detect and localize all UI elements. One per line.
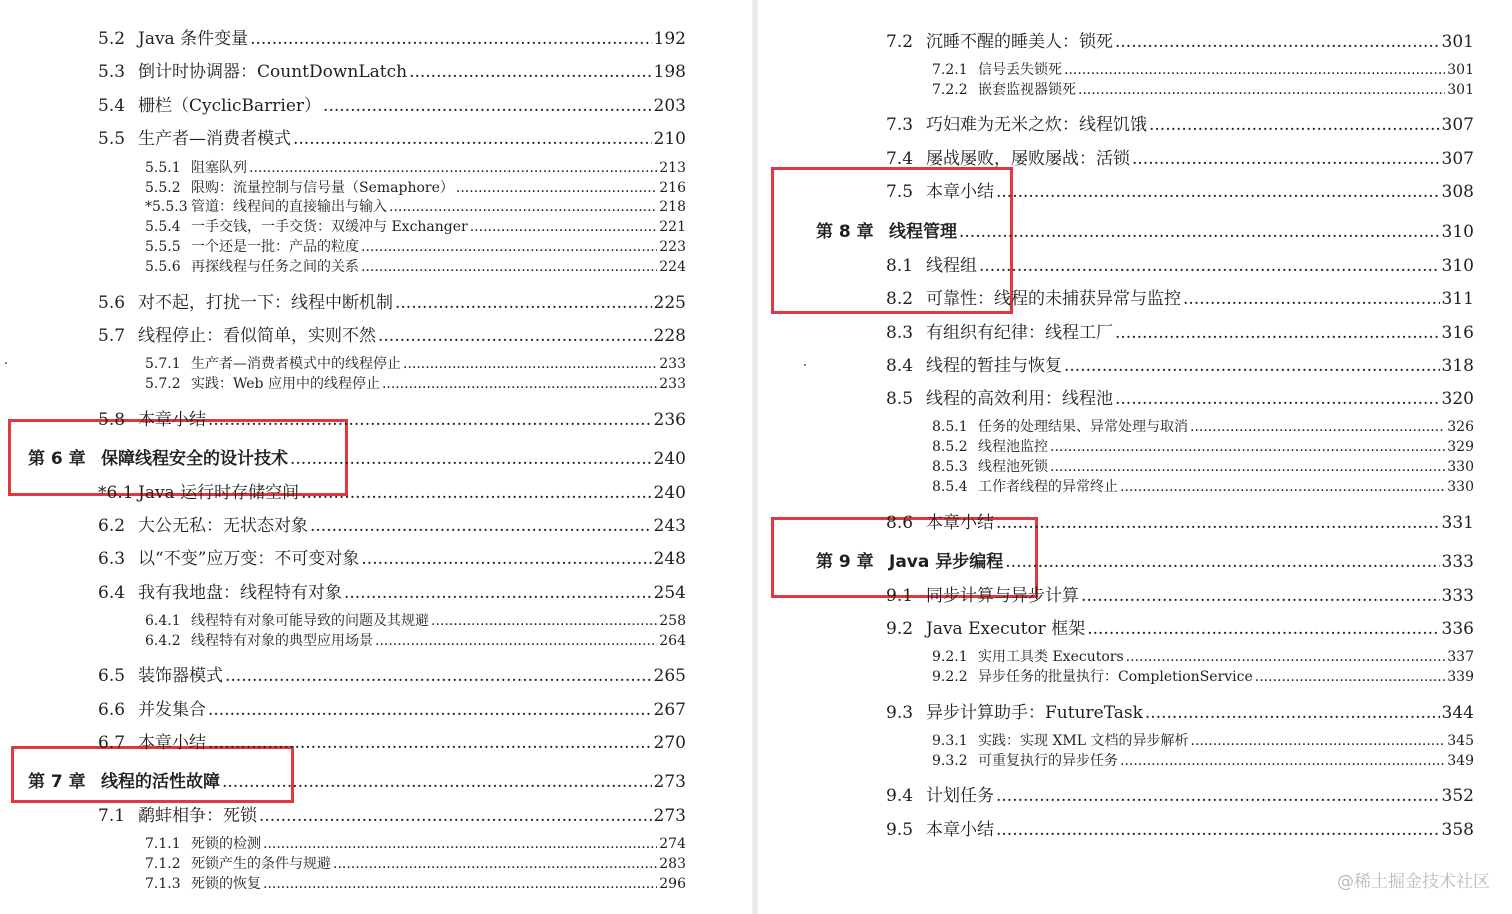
- toc-entry-sec: [886, 144, 1474, 168]
- toc-page-number: 192: [653, 29, 686, 49]
- dot-leader: [361, 259, 657, 275]
- toc-number: 5.3: [98, 62, 126, 82]
- toc-page-number: 233: [659, 356, 686, 372]
- toc-number: 9.5: [886, 820, 914, 840]
- toc-number: 9.2.1: [932, 649, 968, 665]
- toc-number: 9.2.2: [932, 669, 968, 685]
- toc-number: 5.5.5: [145, 239, 181, 255]
- toc-title: 管道：线程间的直接输出与输入: [191, 199, 387, 215]
- dot-leader: [263, 836, 657, 852]
- toc-number: 6.3: [98, 549, 126, 569]
- toc-entry-sec: [98, 57, 686, 81]
- toc-number: 5.5.2: [145, 180, 181, 196]
- toc-page-number: 329: [1447, 439, 1474, 455]
- toc-number: 9.1: [886, 586, 914, 606]
- dot-leader: [263, 876, 657, 892]
- toc-entry-chap: [28, 767, 686, 791]
- dot-leader: [249, 160, 657, 176]
- toc-page-number: 331: [1441, 513, 1474, 533]
- toc-page-number: 218: [659, 199, 686, 215]
- toc-entry-sec: [98, 728, 686, 752]
- dot-leader: [1064, 356, 1440, 376]
- dot-leader: [1078, 82, 1445, 98]
- dot-leader: [403, 356, 657, 372]
- toc-title: 栅栏（CyclicBarrier）: [138, 96, 322, 116]
- toc-title: Java 异步编程: [889, 552, 1004, 572]
- toc-page-number: 307: [1441, 149, 1474, 169]
- toc-page-number: 233: [659, 376, 686, 392]
- toc-number: 7.3: [886, 115, 914, 135]
- toc-page-number: 337: [1447, 649, 1474, 665]
- dot-leader: [431, 613, 657, 629]
- toc-entry-sec: [886, 110, 1474, 134]
- dot-leader: [1132, 149, 1440, 169]
- toc-title: 线程停止：看似简单，实则不然: [138, 326, 376, 346]
- toc-title: 线程的活性故障: [101, 772, 220, 792]
- toc-entry-sub: [145, 157, 686, 177]
- toc-title: 并发集合: [138, 700, 206, 720]
- toc-page-number: 345: [1447, 733, 1474, 749]
- toc-page-number: 273: [653, 772, 686, 792]
- toc-title: 线程组: [926, 256, 977, 276]
- dot-leader: [344, 583, 652, 603]
- toc-title: 线程池死锁: [978, 459, 1048, 475]
- toc-number: 7.5: [886, 182, 914, 202]
- toc-entry-sub: [932, 476, 1474, 496]
- toc-title: 异步计算助手：FutureTask: [926, 703, 1143, 723]
- dot-leader: [1115, 389, 1440, 409]
- toc-page-number: 213: [659, 160, 686, 176]
- toc-title: 有组织有纪律：线程工厂: [926, 323, 1113, 343]
- toc-title: 本章小结: [138, 410, 206, 430]
- toc-number: 6.4.1: [145, 613, 181, 629]
- toc-page-number: 333: [1441, 552, 1474, 572]
- toc-title: 线程的高效利用：线程池: [926, 389, 1113, 409]
- toc-title: 异步任务的批量执行：CompletionService: [978, 669, 1253, 685]
- toc-title: 计划任务: [926, 786, 994, 806]
- toc-title: 实践：Web 应用中的线程停止: [191, 376, 380, 392]
- toc-entry-sec: [886, 284, 1474, 308]
- dot-leader: [293, 129, 652, 149]
- toc-number: 第 7 章: [28, 772, 86, 792]
- toc-title: 可靠性：线程的未捕获异常与监控: [926, 289, 1181, 309]
- toc-title: 任务的处理结果、异常处理与取消: [978, 419, 1188, 435]
- dot-leader: [208, 410, 652, 430]
- toc-entry-sub: [145, 833, 686, 853]
- toc-title: 限购：流量控制与信号量（Semaphore）: [191, 180, 454, 196]
- toc-page-number: 243: [653, 516, 686, 536]
- toc-number: 第 8 章: [816, 222, 874, 242]
- toc-number: 6.4.2: [145, 633, 181, 649]
- toc-entry-sec: [98, 695, 686, 719]
- toc-page-number: 223: [659, 239, 686, 255]
- toc-entry-sub: [145, 630, 686, 650]
- toc-number: 5.7: [98, 326, 126, 346]
- toc-entry-sec: [886, 508, 1474, 532]
- toc-number: 8.5.1: [932, 419, 968, 435]
- toc-page-number: 216: [659, 180, 686, 196]
- toc-page-number: 228: [653, 326, 686, 346]
- toc-number: 8.4: [886, 356, 914, 376]
- toc-entry-chap: [28, 444, 686, 468]
- toc-page-number: 316: [1441, 323, 1474, 343]
- toc-entry-sec: [886, 698, 1474, 722]
- dot-leader: [389, 199, 657, 215]
- toc-page-number: 210: [653, 129, 686, 149]
- toc-title: 一个还是一批：产品的粒度: [191, 239, 359, 255]
- toc-entry-sub: [932, 59, 1474, 79]
- dot-leader: [1050, 439, 1445, 455]
- toc-number: 9.3: [886, 703, 914, 723]
- dot-leader: [979, 256, 1440, 276]
- toc-entry-sec: [98, 578, 686, 602]
- toc-number: 5.5.4: [145, 219, 181, 235]
- dot-leader: [208, 733, 652, 753]
- toc-entry-sub: [145, 216, 686, 236]
- toc-number: 8.1: [886, 256, 914, 276]
- toc-title: 嵌套监视器锁死: [978, 82, 1076, 98]
- dot-leader: [456, 180, 657, 196]
- toc-page-number: 310: [1441, 256, 1474, 276]
- toc-page-number: 308: [1441, 182, 1474, 202]
- toc-entry-sub: [145, 610, 686, 630]
- site-watermark: @稀土掘金技术社区: [1337, 872, 1490, 892]
- dot-leader: [259, 806, 652, 826]
- toc-number: 5.7.2: [145, 376, 181, 392]
- dot-leader: [996, 182, 1440, 202]
- toc-entry-sub: [932, 79, 1474, 99]
- dot-leader: [409, 62, 651, 82]
- toc-number: 8.5.4: [932, 479, 968, 495]
- dot-leader: [1126, 649, 1446, 665]
- toc-page-number: 264: [659, 633, 686, 649]
- toc-entry-sec: [886, 251, 1474, 275]
- dot-leader: [1050, 459, 1445, 475]
- toc-number: 7.1.1: [145, 836, 181, 852]
- dot-leader: [1064, 62, 1445, 78]
- toc-title: 线程特有对象的典型应用场景: [191, 633, 373, 649]
- toc-entry-sec: [98, 801, 686, 825]
- dot-leader: [290, 449, 652, 469]
- toc-title: 保障线程安全的设计技术: [101, 449, 288, 469]
- toc-title: 装饰器模式: [138, 666, 223, 686]
- toc-title: 阻塞队列: [191, 160, 247, 176]
- dot-leader: [996, 820, 1440, 840]
- toc-number: 8.5.3: [932, 459, 968, 475]
- toc-title: 沉睡不醒的睡美人：锁死: [926, 32, 1113, 52]
- toc-page-number: 352: [1441, 786, 1474, 806]
- toc-title: 实践：实现 XML 文档的异步解析: [978, 733, 1189, 749]
- toc-page-number: 344: [1441, 703, 1474, 723]
- toc-page-number: 349: [1447, 753, 1474, 769]
- toc-entry-sub: [932, 750, 1474, 770]
- toc-title: 死锁的恢复: [191, 876, 261, 892]
- toc-title: 生产者—消费者模式中的线程停止: [191, 356, 401, 372]
- dot-leader: [1149, 115, 1440, 135]
- toc-page-number: 330: [1447, 479, 1474, 495]
- dot-leader: [1190, 419, 1445, 435]
- toc-number: 9.3.2: [932, 753, 968, 769]
- toc-number: 9.2: [886, 619, 914, 639]
- toc-page-number: 311: [1441, 289, 1474, 309]
- toc-title: 线程池监控: [978, 439, 1048, 455]
- toc-entry-sec: [886, 384, 1474, 408]
- toc-title: 线程特有对象可能导致的问题及其规避: [191, 613, 429, 629]
- toc-page-number: 283: [659, 856, 686, 872]
- toc-entry-sec: [98, 288, 686, 312]
- toc-entry-sub: [145, 373, 686, 393]
- dot-leader: [996, 513, 1440, 533]
- toc-page-number: 310: [1441, 222, 1474, 242]
- toc-title: 对不起，打扰一下：线程中断机制: [138, 293, 393, 313]
- dot-leader: [361, 549, 651, 569]
- dot-leader: [378, 326, 652, 346]
- toc-page-number: 273: [653, 806, 686, 826]
- toc-page-number: 307: [1441, 115, 1474, 135]
- toc-entry-sec: [886, 177, 1474, 201]
- toc-entry-sub: [932, 646, 1474, 666]
- toc-number: 8.6: [886, 513, 914, 533]
- toc-entry-chap: [816, 217, 1474, 241]
- toc-entry-sec: [886, 27, 1474, 51]
- toc-entry-sub: [145, 196, 686, 216]
- toc-page-number: 224: [659, 259, 686, 275]
- toc-title: Java Executor 框架: [926, 619, 1086, 639]
- toc-number: 5.5.6: [145, 259, 181, 275]
- toc-page-number: 221: [659, 219, 686, 235]
- toc-entry-sec: [886, 614, 1474, 638]
- toc-title: 死锁的检测: [191, 836, 261, 852]
- toc-number: 7.2: [886, 32, 914, 52]
- dot-leader: [1183, 289, 1440, 309]
- toc-number: 8.3: [886, 323, 914, 343]
- dot-leader: [323, 96, 652, 116]
- toc-page-number: 326: [1447, 419, 1474, 435]
- toc-number: 9.4: [886, 786, 914, 806]
- dot-leader: [1115, 323, 1440, 343]
- dot-leader: [395, 293, 652, 313]
- toc-title: Java 运行时存储空间: [138, 483, 300, 503]
- toc-title: 倒计时协调器：CountDownLatch: [138, 62, 408, 82]
- toc-entry-sub: [145, 353, 686, 373]
- toc-page-number: 301: [1441, 32, 1474, 52]
- toc-entry-sub: [932, 416, 1474, 436]
- toc-page-number: 240: [653, 449, 686, 469]
- toc-title: 大公无私：无状态对象: [138, 516, 308, 536]
- toc-entry-sec: [98, 24, 686, 48]
- dot-leader: [1145, 703, 1440, 723]
- toc-number: 8.2: [886, 289, 914, 309]
- toc-number: 5.8: [98, 410, 126, 430]
- toc-number: 7.1.2: [145, 856, 181, 872]
- toc-number: *5.5.3: [145, 199, 188, 215]
- toc-page-number: 225: [653, 293, 686, 313]
- toc-entry-sec: [886, 581, 1474, 605]
- toc-number: 5.5.1: [145, 160, 181, 176]
- dot-leader: [1120, 753, 1445, 769]
- toc-entry-sec: [886, 815, 1474, 839]
- toc-page-number: 267: [653, 700, 686, 720]
- toc-number: 7.1: [98, 806, 126, 826]
- toc-entry-sub: [145, 873, 686, 893]
- toc-page-number: 330: [1447, 459, 1474, 475]
- toc-page-number: 203: [653, 96, 686, 116]
- dot-leader: [250, 29, 651, 49]
- page-speck: [5, 362, 7, 364]
- toc-title: 本章小结: [138, 733, 206, 753]
- toc-title: Java 条件变量: [138, 29, 249, 49]
- toc-entry-sec: [98, 544, 686, 568]
- dot-leader: [996, 786, 1440, 806]
- toc-entry-sub: [932, 666, 1474, 686]
- toc-entry-sub: [145, 256, 686, 276]
- toc-number: *6.1: [98, 483, 134, 503]
- dot-leader: [301, 483, 651, 503]
- toc-entry-sub: [932, 456, 1474, 476]
- toc-number: 8.5: [886, 389, 914, 409]
- toc-title: 实用工具类 Executors: [978, 649, 1124, 665]
- toc-number: 7.2.1: [932, 62, 968, 78]
- toc-number: 第 9 章: [816, 552, 874, 572]
- dot-leader: [1115, 32, 1440, 52]
- toc-title: 巧妇难为无米之炊：线程饥饿: [926, 115, 1147, 135]
- toc-entry-sub: [932, 436, 1474, 456]
- toc-page-number: 248: [653, 549, 686, 569]
- toc-entry-sec: [98, 478, 686, 502]
- toc-page-number: 358: [1441, 820, 1474, 840]
- toc-number: 5.5: [98, 129, 126, 149]
- dot-leader: [1005, 552, 1439, 572]
- dot-leader: [208, 700, 652, 720]
- toc-title: 本章小结: [926, 182, 994, 202]
- toc-page-number: 270: [653, 733, 686, 753]
- toc-number: 7.1.3: [145, 876, 181, 892]
- toc-entry-sec: [98, 124, 686, 148]
- toc-title: 屡战屡败，屡败屡战：活锁: [926, 149, 1130, 169]
- toc-entry-sec: [98, 405, 686, 429]
- toc-title: 一手交钱，一手交货：双缓冲与 Exchanger: [191, 219, 468, 235]
- dot-leader: [375, 633, 657, 649]
- dot-leader: [310, 516, 652, 536]
- toc-entry-sec: [98, 321, 686, 345]
- toc-number: 5.2: [98, 29, 126, 49]
- toc-title: 可重复执行的异步任务: [978, 753, 1118, 769]
- toc-number: 9.3.1: [932, 733, 968, 749]
- dot-leader: [225, 666, 652, 686]
- toc-number: 7.4: [886, 149, 914, 169]
- toc-entry-sec: [98, 91, 686, 115]
- toc-page-number: 236: [653, 410, 686, 430]
- toc-title: 线程管理: [889, 222, 957, 242]
- toc-number: 第 6 章: [28, 449, 86, 469]
- toc-page-number: 265: [653, 666, 686, 686]
- dot-leader: [222, 772, 652, 792]
- dot-leader: [1191, 733, 1446, 749]
- dot-leader: [1081, 586, 1440, 606]
- toc-title: 鹬蚌相争：死锁: [138, 806, 257, 826]
- toc-title: 本章小结: [926, 820, 994, 840]
- dot-leader: [1255, 669, 1445, 685]
- toc-page-number: 339: [1447, 669, 1474, 685]
- dot-leader: [959, 222, 1440, 242]
- toc-number: 6.5: [98, 666, 126, 686]
- toc-page-number: 318: [1441, 356, 1474, 376]
- toc-number: 6.4: [98, 583, 126, 603]
- toc-entry-sub: [145, 236, 686, 256]
- toc-number: 5.7.1: [145, 356, 181, 372]
- toc-entry-sub: [932, 730, 1474, 750]
- toc-entry-chap: [816, 547, 1474, 571]
- page-speck: [804, 364, 806, 366]
- toc-number: 6.2: [98, 516, 126, 536]
- toc-number: 7.2.2: [932, 82, 968, 98]
- toc-number: 6.7: [98, 733, 126, 753]
- toc-page-number: 240: [653, 483, 686, 503]
- toc-title: 死锁产生的条件与规避: [191, 856, 331, 872]
- toc-page-number: 301: [1447, 62, 1474, 78]
- toc-entry-sec: [886, 351, 1474, 375]
- dot-leader: [361, 239, 657, 255]
- toc-page-number: 258: [659, 613, 686, 629]
- dot-leader: [382, 376, 657, 392]
- toc-page-number: 296: [659, 876, 686, 892]
- toc-title: 以“不变”应万变：不可变对象: [138, 549, 360, 569]
- toc-entry-sec: [886, 781, 1474, 805]
- toc-number: 6.6: [98, 700, 126, 720]
- toc-title: 线程的暂挂与恢复: [926, 356, 1062, 376]
- toc-entry-sec: [98, 661, 686, 685]
- toc-page-number: 254: [653, 583, 686, 603]
- toc-page-number: 301: [1447, 82, 1474, 98]
- toc-number: 5.6: [98, 293, 126, 313]
- toc-title: 我有我地盘：线程特有对象: [138, 583, 342, 603]
- dot-leader: [470, 219, 658, 235]
- toc-number: 5.4: [98, 96, 126, 116]
- toc-page-number: 333: [1441, 586, 1474, 606]
- toc-number: 8.5.2: [932, 439, 968, 455]
- toc-title: 同步计算与异步计算: [926, 586, 1079, 606]
- toc-title: 工作者线程的异常终止: [978, 479, 1118, 495]
- toc-page-number: 198: [653, 62, 686, 82]
- toc-entry-sub: [145, 853, 686, 873]
- toc-page-number: 336: [1441, 619, 1474, 639]
- toc-entry-sec: [886, 318, 1474, 342]
- dot-leader: [1120, 479, 1445, 495]
- dot-leader: [333, 856, 657, 872]
- toc-title: 信号丢失锁死: [978, 62, 1062, 78]
- toc-title: 本章小结: [926, 513, 994, 533]
- toc-page-number: 320: [1441, 389, 1474, 409]
- toc-entry-sec: [98, 511, 686, 535]
- dot-leader: [1087, 619, 1439, 639]
- toc-title: 生产者—消费者模式: [138, 129, 291, 149]
- toc-page-number: 274: [659, 836, 686, 852]
- toc-title: 再探线程与任务之间的关系: [191, 259, 359, 275]
- toc-entry-sub: [145, 177, 686, 197]
